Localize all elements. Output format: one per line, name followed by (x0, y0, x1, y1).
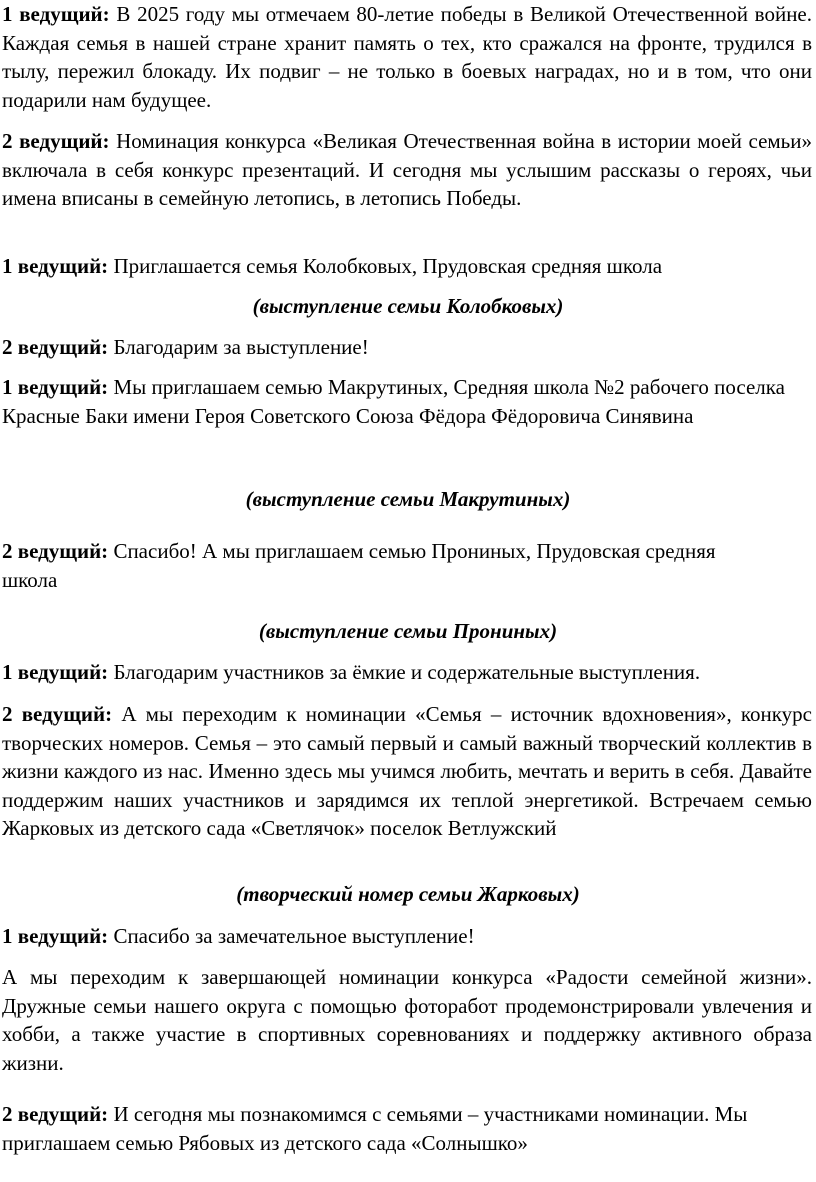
speaker-label: 2 ведущий: (2, 702, 113, 726)
paragraph-text: А мы переходим к завершающей номинации конкурса «Радости семейной жизни». Дружные семьи нашего округа с помощью фоторабот продемонстрировали увлечения и хобби, а также участие в спортивных соревнованиях и поддержку активного образа жизни. (2, 965, 812, 1075)
paragraph-text: Благодарим за выступление! (113, 335, 369, 359)
paragraph-text: Благодарим участников за ёмкие и содержательные выступления. (113, 660, 701, 684)
paragraph-text: В 2025 году мы отмечаем 80-летие победы в Великой Отечественной войне. Каждая семья в нашей стране хранит память о тех, кто сражался на фронте, трудился в тылу, пережил блокаду. Их подвиг – не только в боевых наградах, но и в том, что они подарили нам будущее. (2, 2, 812, 112)
paragraph-10 (2, 658, 812, 687)
speaker-label: 1 ведущий: (2, 2, 110, 26)
stage-direction: (творческий номер семьи Жарковых) (236, 882, 580, 906)
speaker-label: 1 ведущий: (2, 254, 109, 278)
paragraph-13 (2, 922, 812, 951)
paragraph-text: Приглашается семья Колобковых, Прудовская средняя школа (113, 254, 663, 278)
paragraph-5 (2, 333, 812, 362)
paragraph-text: Мы приглашаем семью Макрутиных, Средняя школа №2 рабочего поселка Красные Баки имени Героя Советского Союза Фёдора Фёдоровича Синявина (2, 375, 785, 428)
paragraph-6 (2, 373, 812, 430)
stage-direction: (выступление семьи Макрутиных) (245, 487, 571, 511)
paragraph-14 (2, 963, 812, 1077)
speaker-label: 1 ведущий: (2, 375, 109, 399)
paragraph-8 (2, 537, 762, 594)
paragraph-text: Спасибо! А мы приглашаем семью Прониных, Прудовская средняя школа (2, 539, 716, 592)
paragraph-2 (2, 127, 812, 213)
paragraph-3 (2, 252, 812, 281)
speaker-label: 2 ведущий: (2, 335, 109, 359)
paragraph-text: Спасибо за замечательное выступление! (113, 924, 475, 948)
speaker-label: 2 ведущий: (2, 539, 109, 563)
paragraph-11 (2, 700, 812, 843)
speaker-label: 2 ведущий: (2, 1102, 109, 1126)
speaker-label: 1 ведущий: (2, 924, 109, 948)
speaker-label: 1 ведущий: (2, 660, 109, 684)
stage-direction: (выступление семьи Колобковых) (252, 294, 564, 318)
paragraph-text: И сегодня мы познакомимся с семьями – участниками номинации. Мы приглашаем семью Рябовых из детского сада «Солнышко» (2, 1102, 748, 1155)
speaker-label: 2 ведущий: (2, 129, 110, 153)
stage-direction: (выступление семьи Прониных) (258, 619, 558, 643)
paragraph-text: А мы переходим к номинации «Семья – источник вдохновения», конкурс творческих номеров. Семья – это самый первый и самый важный творческий коллектив в жизни каждого из нас. Именно здесь мы учимся любить, мечтать и верить в себя. Давайте поддержим наших участников и зарядимся их теплой энергетикой. Встречаем семью Жарковых из детского сада «Светлячок» поселок Ветлужский (2, 702, 813, 841)
paragraph-15 (2, 1100, 802, 1157)
paragraph-text: Номинация конкурса «Великая Отечественная война в истории моей семьи» включала в себя конкурс презентаций. И сегодня мы услышим рассказы о героях, чьи имена вписаны в семейную летопись, в летопись Победы. (2, 129, 813, 211)
paragraph-1 (2, 0, 812, 114)
